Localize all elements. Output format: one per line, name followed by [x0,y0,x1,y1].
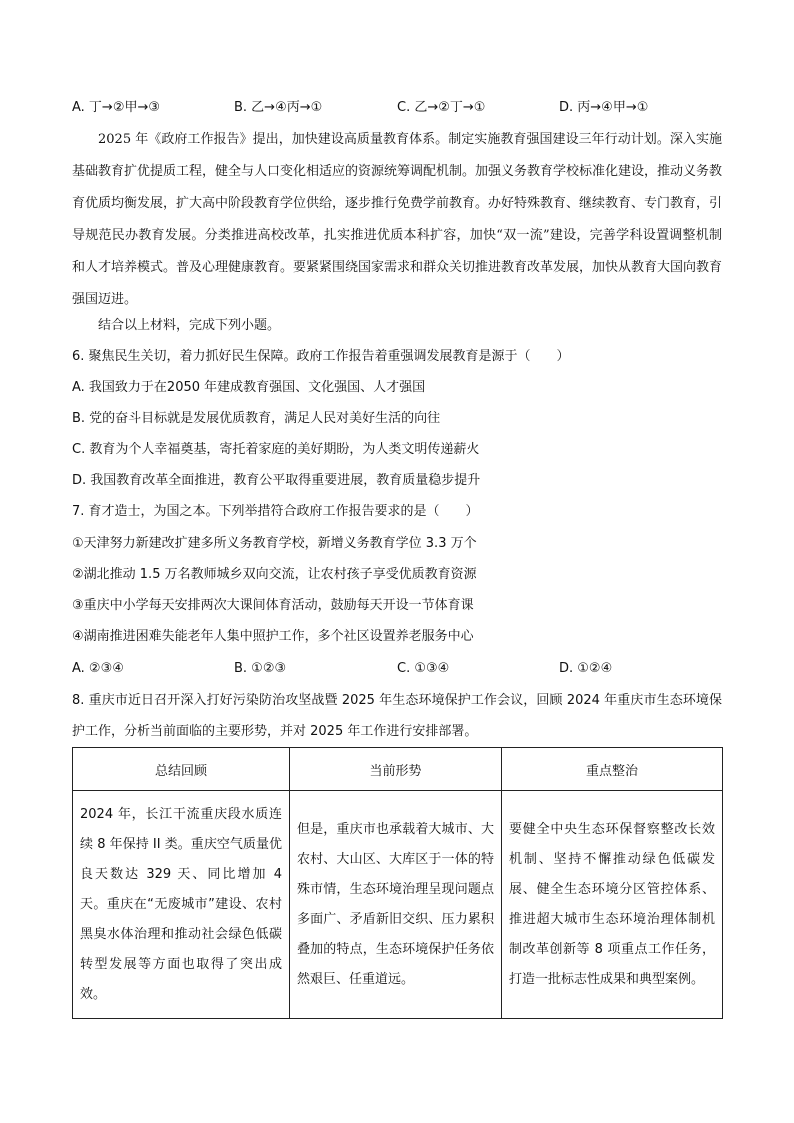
q7-item-1: ①天津努力新建改扩建多所义务教育学校，新增义务教育学位 3.3 万个 [72,536,477,551]
q5-option-c[interactable]: C. 乙→②丁→① [397,100,486,115]
q6-stem: 6. 聚焦民生关切，着力抓好民生保障。政府工作报告着重强调发展教育是源于（ ） [72,349,570,364]
q6-option-a[interactable]: A. 我国致力于在2050 年建成教育强国、文化强国、人才强国 [72,380,426,395]
q7-option-d[interactable]: D. ①②④ [559,661,613,676]
material-paragraph: 2025 年《政府工作报告》提出，加快建设高质量教育体系。制定实施教育强国建设三年行动计划。深入实施基础教育扩优提质工程，健全与人口变化相适应的资源统筹调配机制。加强义务教育学校标准化建设，推动义务教育优质均衡发展，扩大高中阶段教育学位供给，逐步推行免费学前教育。办好特殊教育、继续教育、专门教育，引导规范民办教育发展。分类推进高校改革，扎实推进优质本科扩容，加快“双一流”建设，完善学科设置调整机制和人才培养模式。普及心理健康教育。要紧紧围绕国家需求和群众关切推进教育改革发展，加快从教育大国向教育强国迈进。 [72,132,723,307]
q7-option-a[interactable]: A. ②③④ [72,661,124,676]
table-cell-summary: 2024 年，长江干流重庆段水质连续 8 年保持 II 类。重庆空气质量优良天数达 329 天、同比增加 4 天。重庆在“无废城市”建设、农村黑臭水体治理和推动社会绿色低碳转型发展等方面也取得了突出成效。 [73,791,290,1019]
material-instruction: 结合以上材料，完成下列小题。 [98,318,281,333]
q7-stem: 7. 育才造士，为国之本。下列举措符合政府工作报告要求的是（ ） [72,504,479,519]
q7-item-3: ③重庆中小学每天安排两次大课间体育活动，鼓励每天开设一节体育课 [72,598,474,613]
table-header-focus: 重点整治 [502,748,723,791]
q6-option-c[interactable]: C. 教育为个人幸福奠基，寄托着家庭的美好期盼，为人类文明传递薪火 [72,442,480,457]
q5-option-d[interactable]: D. 丙→④甲→① [559,100,649,115]
q7-option-b[interactable]: B. ①②③ [234,661,287,676]
q7-option-c[interactable]: C. ①③④ [397,661,450,676]
q8-stem: 8. 重庆市近日召开深入打好污染防治攻坚战暨 2025 年生态环境保护工作会议，回顾 2024 年重庆市生态环境保护工作，分析当前面临的主要形势，并对 2025 年工作进行安排部署。 [72,693,722,739]
q5-option-b[interactable]: B. 乙→④丙→① [234,100,323,115]
q5-option-a[interactable]: A. 丁→②甲→③ [72,100,161,115]
table-header-situation: 当前形势 [290,748,502,791]
q7-options [72,659,722,679]
q6-option-b[interactable]: B. 党的奋斗目标就是发展优质教育，满足人民对美好生活的向往 [72,411,441,426]
q7-item-2: ②湖北推动 1.5 万名教师城乡双向交流，让农村孩子享受优质教育资源 [72,567,477,582]
table-header-summary: 总结回顾 [73,748,290,791]
q8-table [72,747,723,1019]
table-cell-focus: 要健全中央生态环保督察整改长效机制、坚持不懈推动绿色低碳发展、健全生态环境分区管控体系、推进超大城市生态环境治理体制机制改革创新等 8 项重点工作任务，打造一批标志性成果和典型案例。 [502,791,723,1019]
table-cell-situation: 但是，重庆市也承载着大城市、大农村、大山区、大库区于一体的特殊市情，生态环境治理呈现问题点多面广、矛盾新旧交织、压力累积叠加的特点，生态环境保护任务依然艰巨、任重道远。 [290,791,502,1019]
q7-item-4: ④湖南推进困难失能老年人集中照护工作，多个社区设置养老服务中心 [72,629,474,644]
q6-option-d[interactable]: D. 我国教育改革全面推进，教育公平取得重要进展，教育质量稳步提升 [72,473,481,488]
table-header-row [73,748,723,791]
q5-options [72,98,722,118]
table-row [73,791,723,1019]
